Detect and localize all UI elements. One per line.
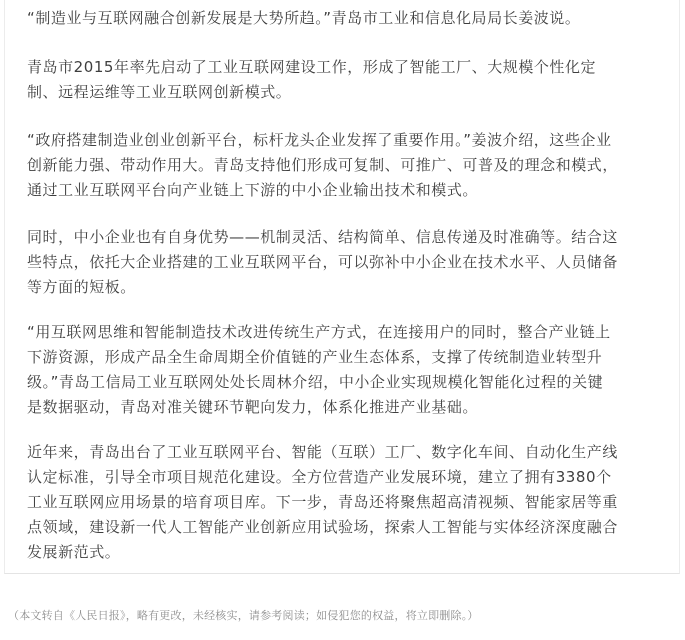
text-line: 青岛市2015年率先启动了工业互联网建设工作，形成了智能工厂、大规模个性化定 bbox=[27, 58, 597, 76]
paragraph-qingdao-2015 bbox=[27, 55, 677, 105]
text-line: 认定标准，引导全市项目规范化建设。全方位营造产业发展环境，建立了拥有3380个 bbox=[27, 468, 612, 486]
text-line: “制造业与互联网融合创新发展是大势所趋。”青岛市工业和信息化局局长姜波说。 bbox=[27, 9, 581, 27]
text-line: 下游资源，形成产品全生命周期全价值链的产业生态体系，支撑了传统制造业转型升 bbox=[27, 348, 603, 366]
text-line: 是数据驱动，青岛对准关键环节靶向发力，体系化推进产业基础。 bbox=[27, 398, 478, 416]
paragraph-quote-jiang-bo bbox=[27, 6, 677, 31]
text-line: 通过工业互联网平台向产业链上下游的中小企业输出技术和模式。 bbox=[27, 181, 478, 199]
text-line: 同时，中小企业也有自身优势——机制灵活、结构简单、信息传递及时准确等。结合这 bbox=[27, 228, 618, 246]
text-line: 工业互联网应用场景的培育项目库。下一步，青岛还将聚焦超高清视频、智能家居等重 bbox=[27, 493, 618, 511]
text-line: 近年来，青岛出台了工业互联网平台、智能（互联）工厂、数字化车间、自动化生产线 bbox=[27, 443, 618, 461]
text-line: 发展新范式。 bbox=[27, 543, 121, 561]
disclaimer-note: （本文转自《人民日报》，略有更改，未经核实，请参考阅读；如侵犯您的权益，将立即删除。） bbox=[8, 609, 479, 622]
text-line: 制、远程运维等工业互联网创新模式。 bbox=[27, 83, 292, 101]
text-line: “政府搭建制造业创业创新平台，标杆龙头企业发挥了重要作用。”姜波介绍，这些企业 bbox=[27, 131, 612, 149]
paragraph-recent-years bbox=[27, 440, 677, 565]
paragraph-internet-thinking bbox=[27, 320, 677, 420]
text-line: 等方面的短板。 bbox=[27, 278, 136, 296]
text-line: 些特点，依托大企业搭建的工业互联网平台，可以弥补中小企业在技术水平、人员储备 bbox=[27, 253, 618, 271]
text-line: 创新能力强、带动作用大。青岛支持他们形成可复制、可推广、可普及的理念和模式， bbox=[27, 156, 618, 174]
text-line: 级。”青岛工信局工业互联网处处长周林介绍，中小企业实现规模化智能化过程的关键 bbox=[27, 373, 604, 391]
paragraph-sme-advantages bbox=[27, 225, 677, 300]
paragraph-government-platform bbox=[27, 128, 677, 203]
text-line: “用互联网思维和智能制造技术改进传统生产方式，在连接用户的同时，整合产业链上 bbox=[27, 323, 611, 341]
text-line: 点领域，建设新一代人工智能产业创新应用试验场，探索人工智能与实体经济深度融合 bbox=[27, 518, 618, 536]
article-body bbox=[4, 0, 680, 574]
